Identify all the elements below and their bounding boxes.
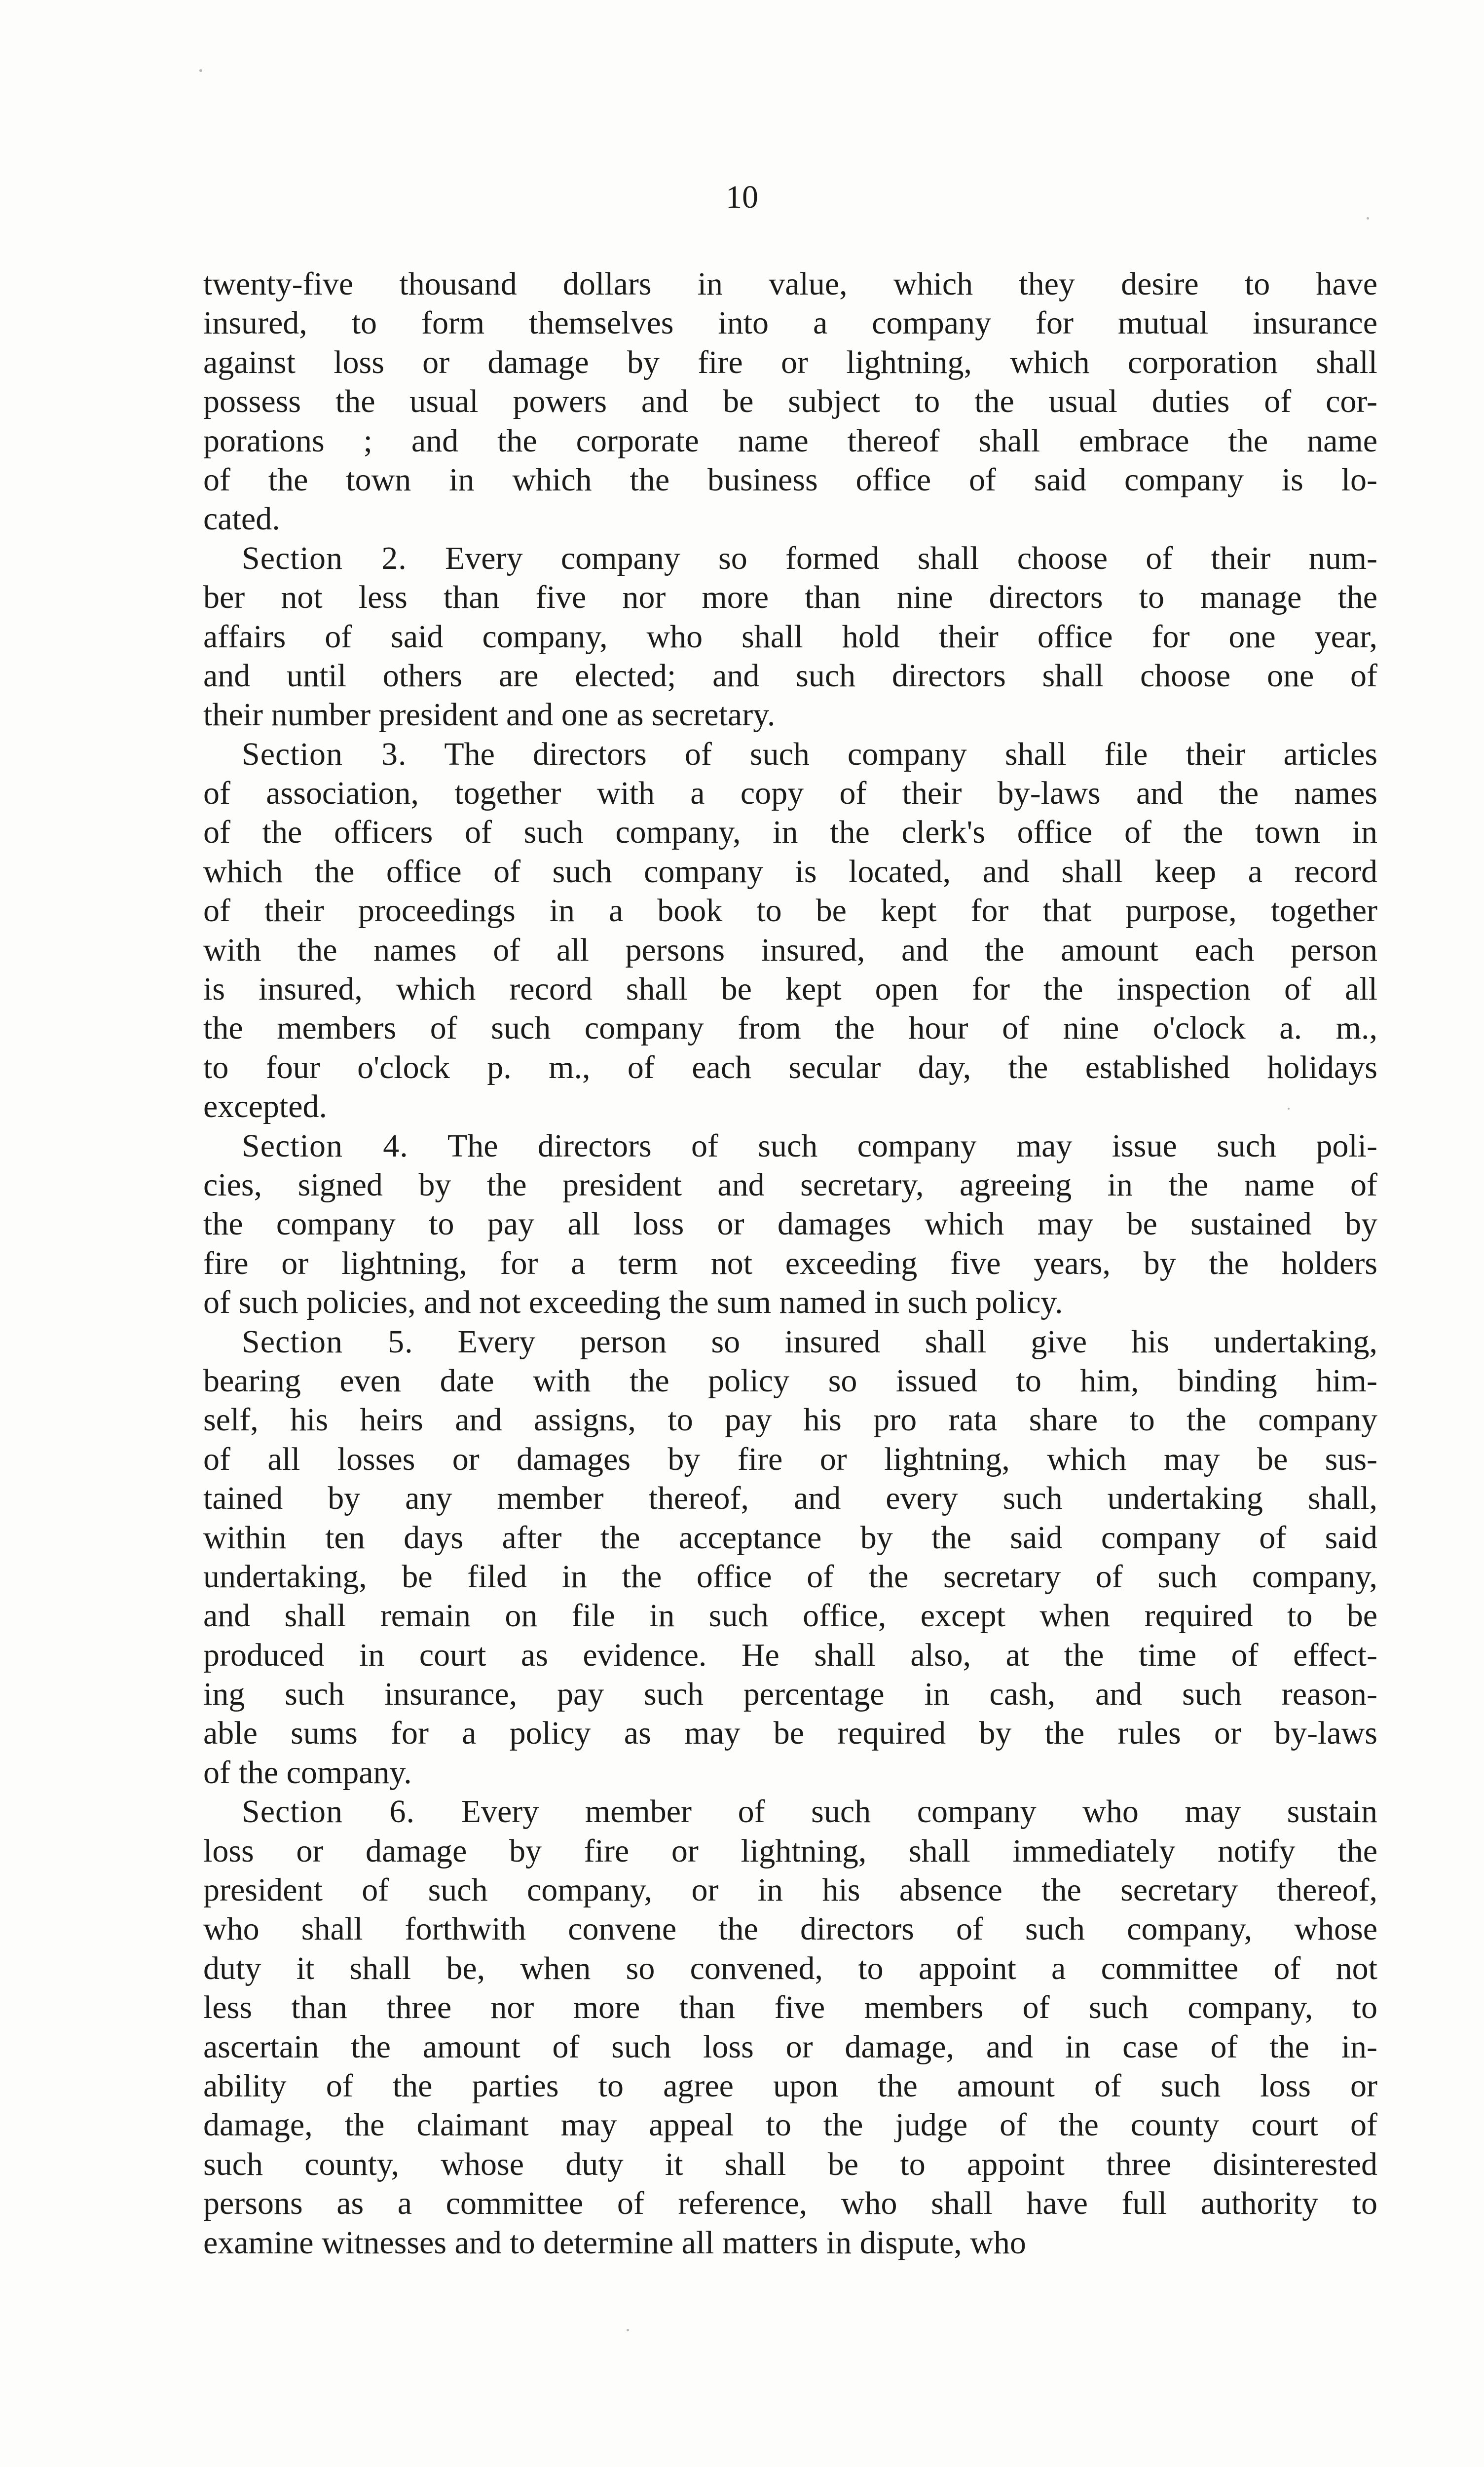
- section-text: Every company so formed shall choose of their num-: [407, 540, 1378, 576]
- section-text: Every member of such company who may sustain: [415, 1794, 1377, 1830]
- text-line: tained by any member thereof, and every such undertaking shall,: [203, 1480, 1377, 1517]
- text-line: loss or damage by fire or lightning, shall immediately notify the: [203, 1832, 1377, 1869]
- text-line: of the company.: [203, 1754, 412, 1791]
- text-line: to four o'clock p. m., of each secular day, the established holidays: [203, 1049, 1377, 1085]
- text-line: able sums for a policy as may be required by the rules or by-laws: [203, 1715, 1377, 1752]
- text-line: [203, 539, 1377, 578]
- text-line: persons as a committee of reference, who shall have full authority to: [203, 2185, 1377, 2222]
- body-text: [203, 264, 1377, 2262]
- section-text: The directors of such company shall file their articles: [407, 736, 1377, 772]
- text-line: fire or lightning, for a term not exceeding five years, by the holders: [203, 1245, 1377, 1281]
- text-line: of the town in which the business office of said company is lo-: [203, 461, 1377, 498]
- text-line: twenty-five thousand dollars in value, which they desire to have: [203, 266, 1377, 302]
- text-line: cies, signed by the president and secretary, agreeing in the name of: [203, 1166, 1377, 1203]
- text-line: which the office of such company is located, and shall keep a record: [203, 853, 1377, 890]
- text-line: damage, the claimant may appeal to the judge of the county court of: [203, 2107, 1377, 2143]
- text-line: and until others are elected; and such directors shall choose one of: [203, 657, 1377, 694]
- text-line: cated.: [203, 501, 280, 537]
- section-heading: Section 4.: [242, 1127, 408, 1164]
- text-line: of such policies, and not exceeding the sum named in such policy.: [203, 1284, 1063, 1321]
- text-line: of association, together with a copy of their by-laws and the names: [203, 775, 1377, 812]
- text-line: against loss or damage by fire or lightning, which corporation shall: [203, 344, 1377, 380]
- text-line: [203, 1322, 1377, 1361]
- section-heading: Section 5.: [242, 1323, 413, 1360]
- text-line: self, his heirs and assigns, to pay his pro rata share to the company: [203, 1402, 1377, 1438]
- text-line: undertaking, be filed in the office of the secretary of such company,: [203, 1558, 1377, 1595]
- text-line: such county, whose duty it shall be to appoint three disinterested: [203, 2146, 1377, 2182]
- text-line: and shall remain on file in such office, except when required to be: [203, 1598, 1377, 1634]
- text-line: within ten days after the acceptance by the said company of said: [203, 1519, 1377, 1556]
- text-line: [203, 735, 1377, 774]
- section-text: Every person so insured shall give his undertaking,: [413, 1323, 1377, 1360]
- text-line: less than three nor more than five members of such company, to: [203, 1989, 1377, 2026]
- text-line: ing such insurance, pay such percentage in cash, and such reason-: [203, 1676, 1377, 1713]
- text-line: produced in court as evidence. He shall also, at the time of effect-: [203, 1637, 1377, 1673]
- text-line: who shall forthwith convene the directors of such company, whose: [203, 1911, 1377, 1947]
- text-line: bearing even date with the policy so issued to him, binding him-: [203, 1362, 1377, 1399]
- text-line: of all losses or damages by fire or lightning, which may be sus-: [203, 1441, 1377, 1477]
- section-heading: Section 3.: [242, 736, 407, 772]
- paper-speck: [627, 2329, 629, 2331]
- text-line: of their proceedings in a book to be kept for that purpose, together: [203, 893, 1377, 929]
- page-number: 10: [726, 179, 758, 215]
- text-line: ascertain the amount of such loss or damage, and in case of the in-: [203, 2028, 1377, 2065]
- text-line: [203, 1126, 1377, 1165]
- section-heading: Section 6.: [242, 1794, 415, 1830]
- text-line: their number president and one as secretary.: [203, 697, 776, 733]
- text-line: examine witnesses and to determine all matters in dispute, who: [203, 2224, 1026, 2261]
- paper-speck: [1288, 1108, 1290, 1110]
- text-line: the company to pay all loss or damages which may be sustained by: [203, 1206, 1377, 1242]
- text-line: porations ; and the corporate name thereof shall embrace the name: [203, 422, 1377, 459]
- text-line: is insured, which record shall be kept open for the inspection of all: [203, 971, 1377, 1008]
- paper-speck: [1367, 217, 1369, 220]
- section-text: The directors of such company may issue such poli-: [408, 1127, 1378, 1164]
- text-line: affairs of said company, who shall hold their office for one year,: [203, 618, 1377, 655]
- text-line: the members of such company from the hour of nine o'clock a. m.,: [203, 1010, 1377, 1047]
- paper-speck: [199, 69, 202, 72]
- text-line: ber not less than five nor more than nine directors to manage the: [203, 579, 1377, 616]
- text-line: with the names of all persons insured, and the amount each person: [203, 932, 1377, 968]
- section-heading: Section 2.: [242, 540, 407, 576]
- text-line: possess the usual powers and be subject to the usual duties of cor-: [203, 383, 1377, 420]
- text-line: duty it shall be, when so convened, to appoint a committee of not: [203, 1950, 1377, 1986]
- text-line: [203, 1792, 1377, 1831]
- text-line: insured, to form themselves into a company for mutual insurance: [203, 305, 1377, 341]
- text-line: excepted.: [203, 1088, 328, 1125]
- text-line: ability of the parties to agree upon the amount of such loss or: [203, 2067, 1377, 2104]
- text-line: president of such company, or in his absence the secretary thereof,: [203, 1872, 1377, 1908]
- text-line: of the officers of such company, in the clerk's office of the town in: [203, 814, 1377, 851]
